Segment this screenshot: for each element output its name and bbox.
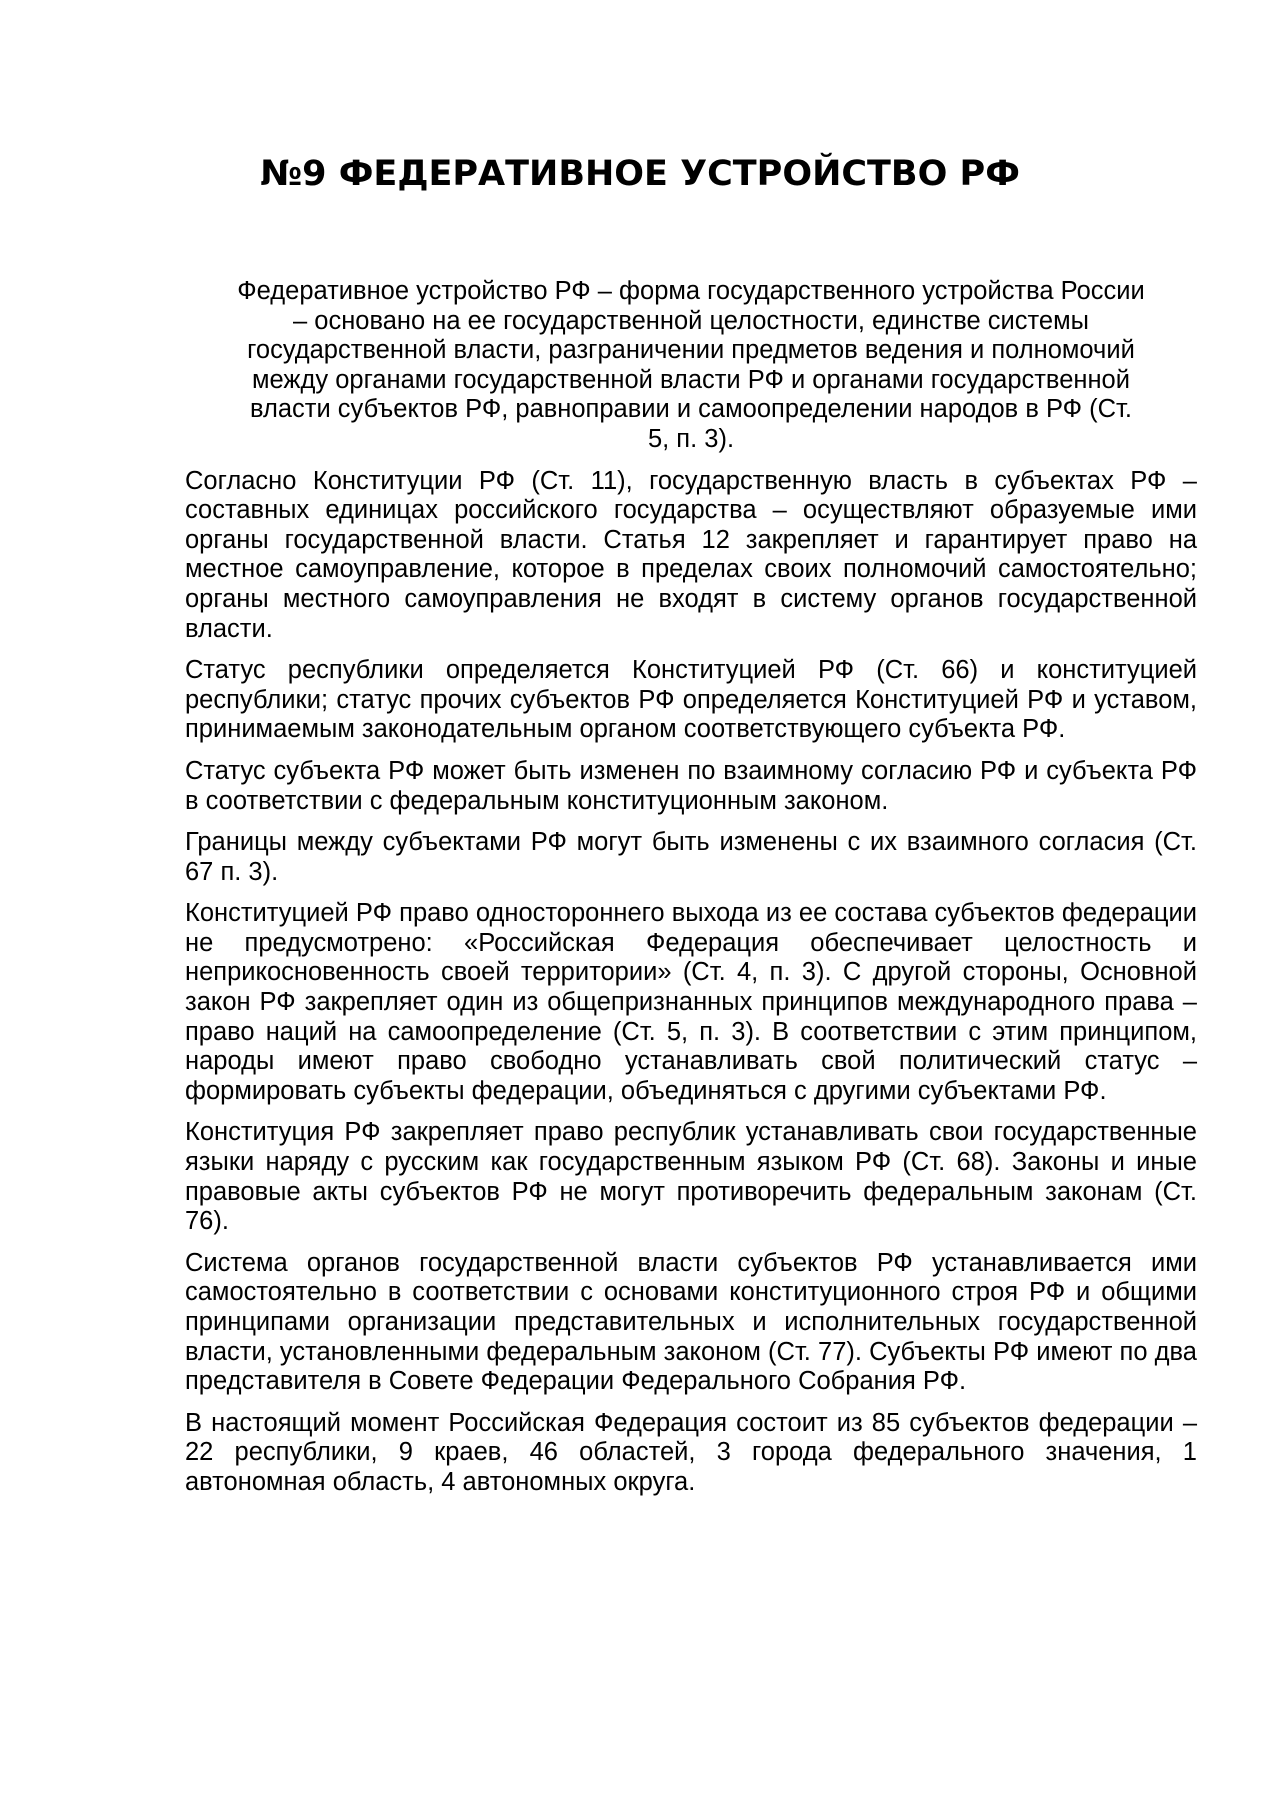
paragraph-republic-status: Статус республики определяется Конституцией РФ (Ст. 66) и конституцией республики; статус прочих субъектов РФ определяется Конституцией РФ и уставом, принимаемым законодательным органом соответствующего субъекта РФ.	[185, 656, 1197, 744]
lead-paragraph: Федеративное устройство РФ – форма государственного устройства России – основано на ее государственной целостности, единстве системы государственной власти, разграничении предметов ведения и полномочий между органами государственной власти РФ и органами государственной власти субъектов РФ, равноправии и самоопределении народов в РФ (Ст. 5, п. 3).	[237, 277, 1145, 453]
paragraph-federation-composition: В настоящий момент Российская Федерация состоит из 85 субъектов федерации – 22 республики, 9 краев, 46 областей, 3 города федерального значения, 1 автономная область, 4 автономных округа.	[185, 1408, 1197, 1496]
paragraph-constitution-art-11: Согласно Конституции РФ (Ст. 11), государственную власть в субъектах РФ – составных единицах российского государства – осуществляют образуемые ими органы государственной власти. Статья 12 закрепляет и гарантирует право на местное самоуправление, которое в пределах своих полномочий самостоятельно; органы местного самоуправления не входят в систему органов государственной власти.	[185, 466, 1197, 643]
document-body	[185, 277, 1197, 1510]
paragraph-authority-system: Система органов государственной власти субъектов РФ устанавливается ими самостоятельно в соответствии с основами конституционного строя РФ и общими принципами организации представительных и исполнительных государственной власти, установленными федеральным законом (Ст. 77). Субъекты РФ имеют по два представителя в Совете Федерации Федерального Собрания РФ.	[185, 1248, 1197, 1396]
paragraph-subject-status-change: Статус субъекта РФ может быть изменен по взаимному согласию РФ и субъекта РФ в соответствии с федеральным конституционным законом.	[185, 756, 1197, 815]
paragraph-state-languages: Конституция РФ закрепляет право республик устанавливать свои государственные языки наряду с русским как государственным языком РФ (Ст. 68). Законы и иные правовые акты субъектов РФ не могут противоречить федеральным законам (Ст. 76).	[185, 1118, 1197, 1236]
document-title: №9 ФЕДЕРАТИВНОЕ УСТРОЙСТВО РФ	[260, 154, 1020, 194]
paragraph-secession: Конституцией РФ право одностороннего выхода из ее состава субъектов федерации не предусмотрено: «Российская Федерация обеспечивает целостность и неприкосновенность своей территории» (Ст. 4, п. 3). С другой стороны, Основной закон РФ закрепляет один из общепризнанных принципов международного права – право наций на самоопределение (Ст. 5, п. 3). В соответствии с этим принципом, народы имеют право свободно устанавливать свой политический статус – формировать субъекты федерации, объединяться с другими субъектами РФ.	[185, 899, 1197, 1105]
paragraph-borders: Границы между субъектами РФ могут быть изменены с их взаимного согласия (Ст. 67 п. 3).	[185, 828, 1197, 886]
